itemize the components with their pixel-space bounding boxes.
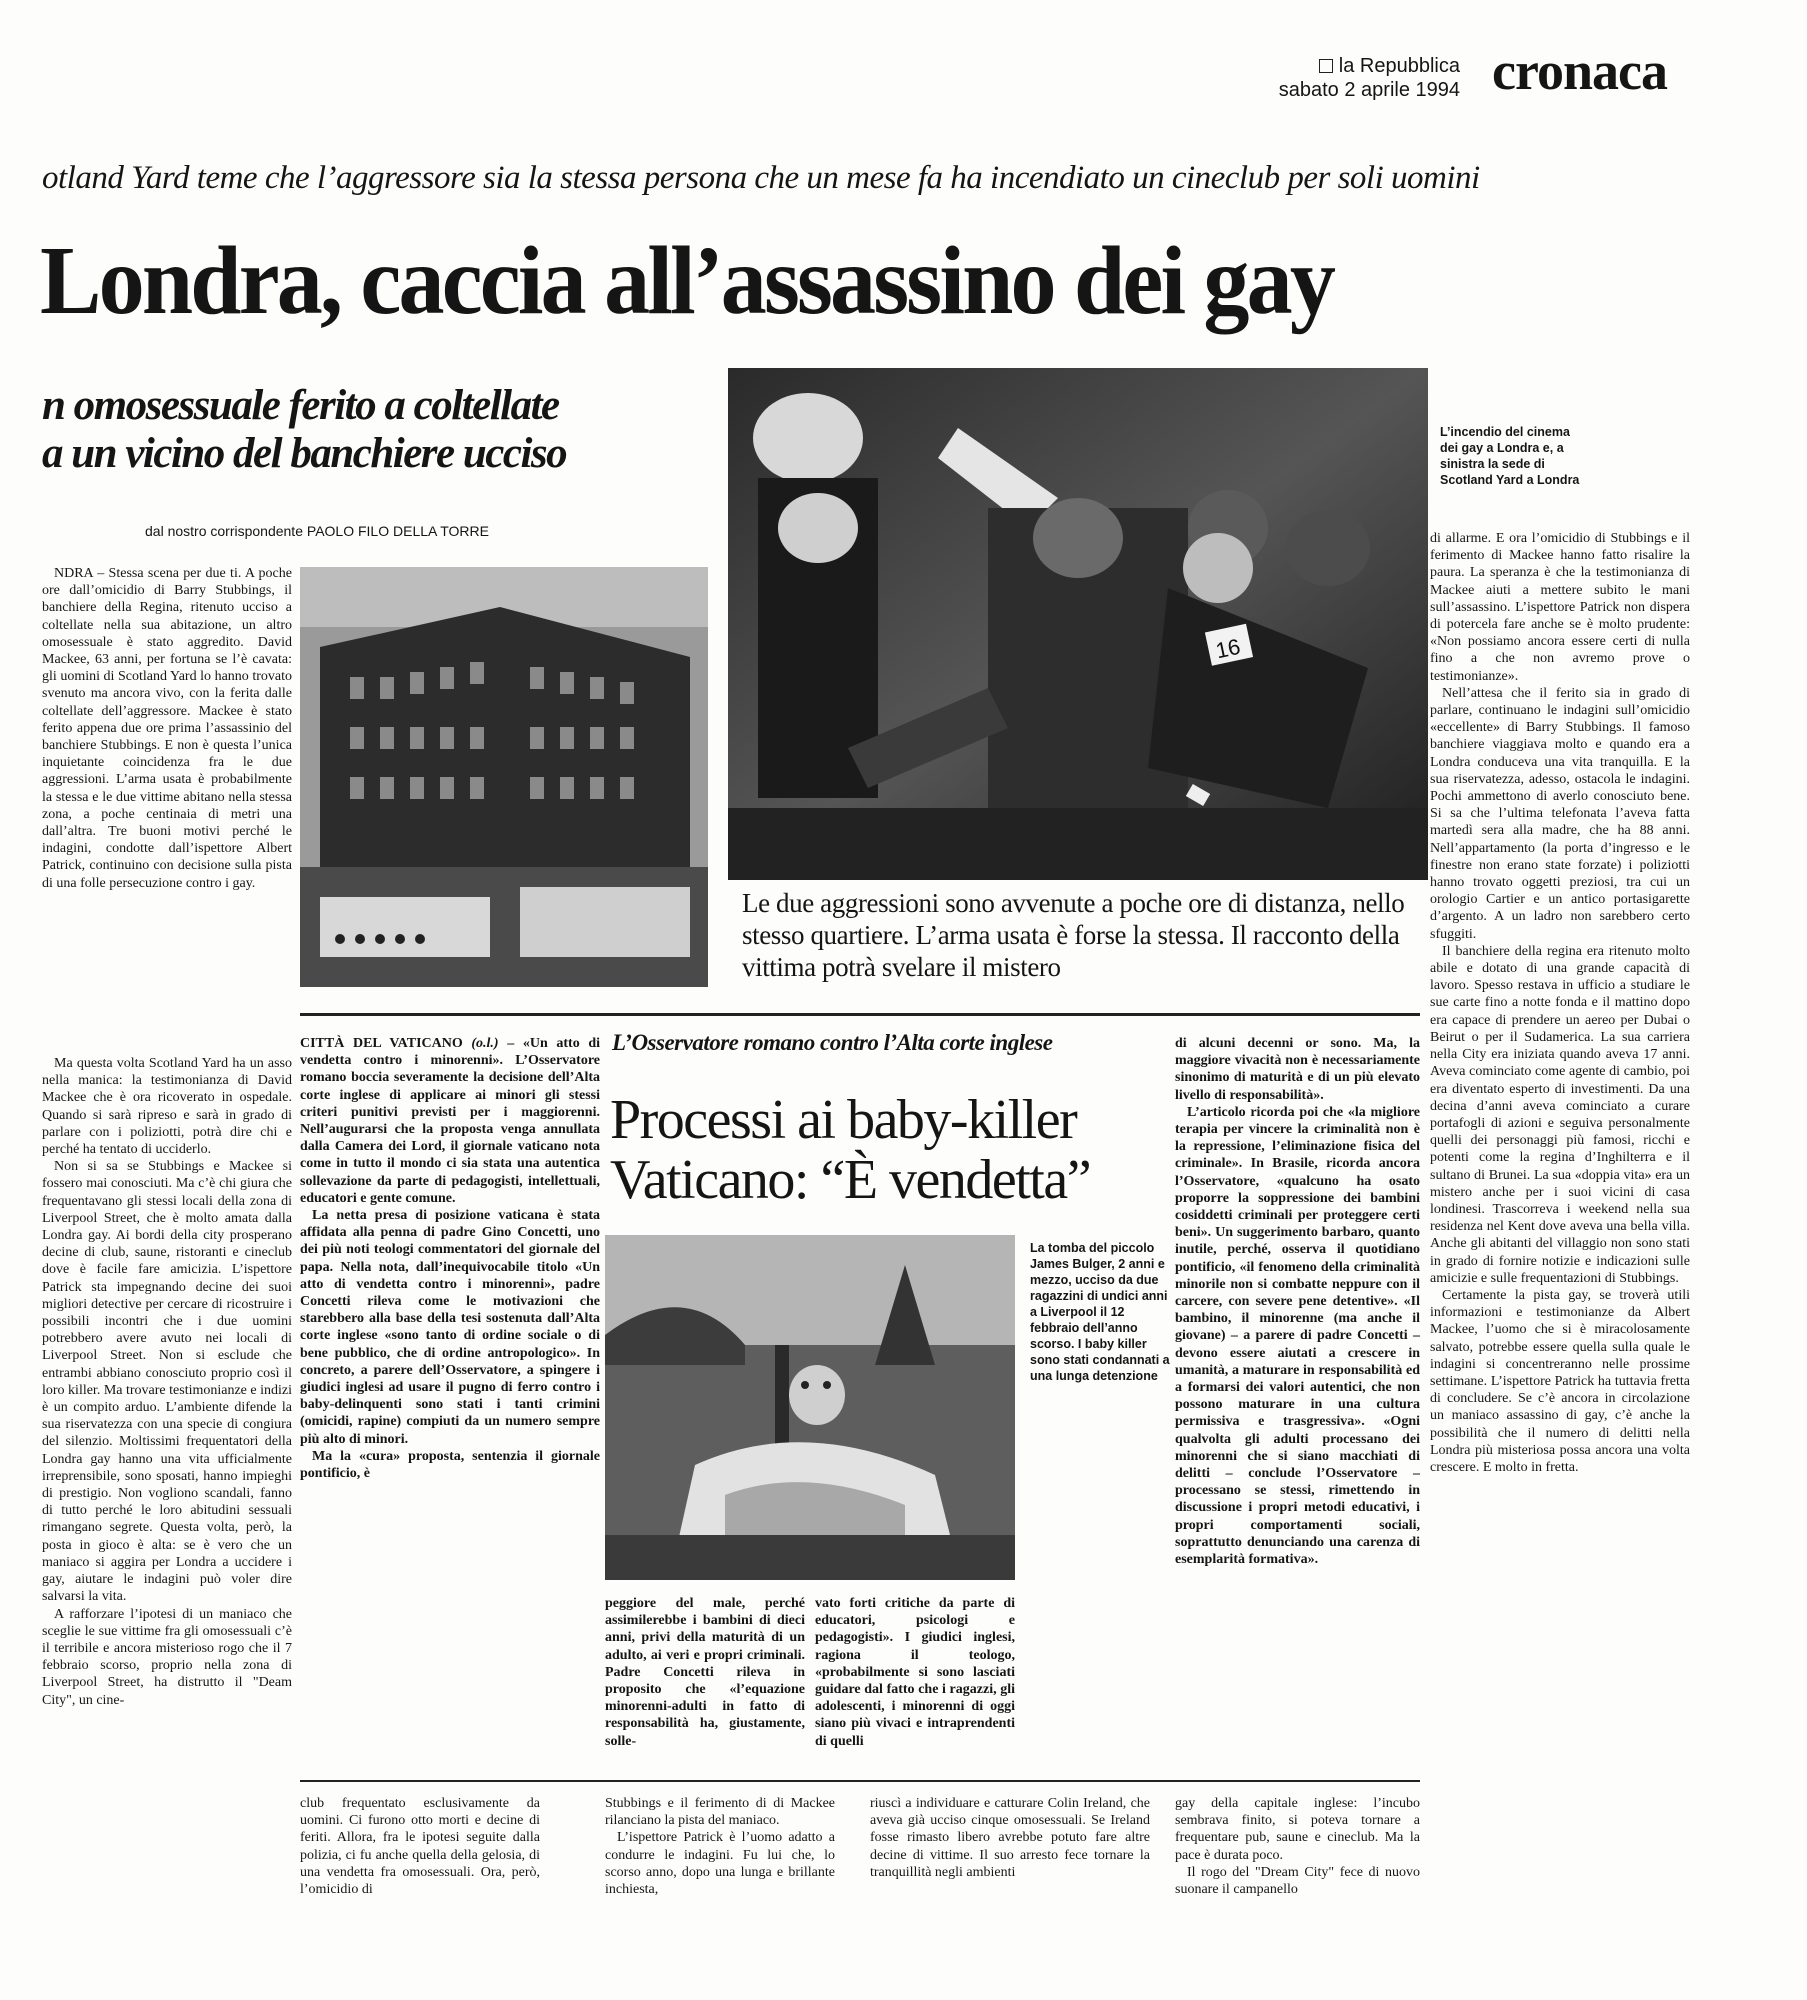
paragraph: Nell’attesa che il ferito sia in grado di parlare, continuano le indagini sull’omicidio «eccellente» di Barry Stubbings. Il famoso banchiere viaggiava molto e quando era a Londra conduceva una vita tranquilla. E la sua riservatezza, adesso, ostacola le indagini. Pochi ammettono di averlo conosciuto bene. Si sa che l’ultima telefonata l’aveva fatta martedì sera alla madre, che ha 88 anni. Nell’appartamento (la porta d’ingresso e le finestre non erano state forzate) i poliziotti hanno trovato oggetti preziosi, tra cui un orologio Cartier e un antico portasigarette d’argento. A un ladro non sarebbero certo sfuggiti. bbox=[1430, 685, 1690, 942]
paragraph: – «Un atto di vendetta contro i minorenni». L’Osservatore romano boccia severamente la decisione dell’Alta corte inglese di applicare ai minori gli stessi criteri punitivi previsti per i maggiorenni. Nell’augurarsi che la proposta venga annullata dalla Camera dei Lord, il giornale vaticano nota come in tutto il mondo ci sia stata una autentica sollevazione da parte di pedagogisti, intellettuali, educatori e gente comune. bbox=[300, 1036, 600, 1206]
paragraph: Stubbings e il ferimento di di Mackee rilanciano la pista del maniaco. bbox=[605, 1796, 835, 1829]
paragraph: di allarme. E ora l’omicidio di Stubbings e il ferimento di Mackee hanno fatto risalire la paura. La speranza è che la testimonianza di Mackee aiuti a mettere subito le mani sull’assassino. L’ispettore Patrick non dispera di potercela fare anche se è molto prudente: «Non possiamo ancora essere certi di nulla fino a che non avremo prove o testimonianze». bbox=[1430, 531, 1690, 684]
masthead-publication bbox=[1160, 54, 1460, 102]
paragraph: L’ispettore Patrick è l’uomo adatto a condurre le indagini. Fu lui che, lo scorso anno, dopo una lunga e brillante inchiesta, bbox=[605, 1830, 835, 1898]
headline-line: Processi ai baby-killer bbox=[610, 1089, 1077, 1151]
byline-name: PAOLO FILO DELLA TORRE bbox=[306, 523, 489, 539]
paragraph: Certamente la pista gay, se troverà utili informazioni e testimonianze da Albert Mackee, l’uomo che si è miracolosamente salvato, potrebbe essere quella sulla quale le indagini si concentreranno nelle prossime settimane. L’ispettore Patrick ha tuttavia fretta di concludere. Se c’è ancora in circolazione un maniaco assassino di gay, c’è anche la possibilità che il numero di delitti nella Londra più misteriosa possa ancora una volta crescere. E molto in fretta. bbox=[1430, 1287, 1690, 1475]
main-article-col-right bbox=[1430, 530, 1690, 1476]
paragraph: club frequentato esclusivamente da uomini. Ci furono otto morti e decine di feriti. Allora, fra le ipotesi seguite dalla polizia, ci fu anche quella della gelosia, di una vendetta fra omosessuali. Ora, però, l’omicidio di bbox=[300, 1796, 540, 1898]
paragraph: Il banchiere della regina era ritenuto molto abile e dotato di una grande capacità di lavoro. Spesso restava in ufficio a studiare le sue carte fino a notte fonda e il mattino dopo era capace di prendere un aereo per Dubai o Beirut o per il Sudamerica. La sua carriera nella City era iniziata quando aveva 17 anni. Aveva cominciato come agente di cambio, poi era diventato esperto di investimenti. Da una decina d’anni aveva cominciato a curare portafogli di azioni e seguiva personalmente quelli dei personaggi più famosi, ricchi e potenti come la regina d’Inghilterra e il sultano di Brunei. La sua «doppia vita» era un mistero anche per i suoi vicini di casa londinesi. Trascorreva i weekend nella sua residenza nel Kent dove aveva una bella villa. Anche gli abitanti del villaggio non sono stati in grado di fornire notizie e indicazioni sulle amicizie e sulle frequentazioni di Stubbings. bbox=[1430, 943, 1690, 1286]
photo-caption-large: Le due aggressioni sono avvenute a poche ore di distanza, nello stesso quartiere. L’arma usata è forse la stessa. Il racconto della vittima potrà svelare il mistero bbox=[742, 888, 1405, 982]
main-article-bottom-col4 bbox=[870, 1795, 1150, 1881]
headline-line: Vaticano: “È vendetta” bbox=[610, 1149, 1091, 1211]
kicker: otland Yard teme che l’aggressore sia la stessa persona che un mese fa ha incendiato un cineclub per soli uomini bbox=[42, 160, 1480, 196]
vatican-col3 bbox=[815, 1595, 1015, 1750]
main-article-bottom-col2 bbox=[300, 1795, 540, 1898]
photo-police-crowd bbox=[728, 368, 1428, 880]
publication-date: sabato 2 aprile 1994 bbox=[1278, 79, 1460, 101]
subhead-line: a un vicino del banchiere ucciso bbox=[42, 430, 567, 477]
paragraph: Ma la «cura» proposta, sentenzia il giornale pontificio, è bbox=[300, 1448, 600, 1482]
paragraph: peggiore del male, perché assimilerebbe i bambini di dieci anni, privi della maturità di un adulto, ai veri e propri criminali. Padre Concetti rileva in proposito che «l’equazione minorenni-adulti in fatto di responsabilità ha, giustamente, solle- bbox=[605, 1596, 805, 1749]
photo-number: 16 bbox=[1213, 633, 1243, 664]
paragraph: Non si sa se Stubbings e Mackee si fossero mai conosciuti. Ma c’è chi giura che frequentavano gli stessi locali della zona di Liverpool Street, che è molto amata dalla Londra gay. Ai bordi della city prosperano decine di club, saune, ristoranti e cineclub dove è facile fare amicizia. L’ispettore Patrick sta impegnando decine dei suoi migliori detective per cercare di ricostruire i possibili incontri che i due uomini potrebbero avere avuto nei locali di Liverpool Street. Non si esclude che entrambi abbiano conosciuto proprio così il loro killer. Ma trovare testimonianze e indizi è un compito arduo. L’ambiente difende la sua riservatezza con una specie di congiura del silenzio. Moltissimi frequentatori della Londra gay hanno una vita ufficialmente irreprensibile, sono sposati, hanno impieghi di prestigio. Non vogliono scandali, fanno di tutto perché le loro abitudini sessuali rimangano segrete. Questa volta, però, la posta in gioco è alta: se è vero che un maniaco si aggira per Londra a uccidere i gay, aiutare le indagini può voler dire salvarsi la vita. bbox=[42, 1159, 292, 1605]
paragraph: NDRA – Stessa scena per due ti. A poche ore dall’omicidio di Barry Stubbings, il banchiere della Regina, ritenuto ucciso a coltellate nella sua abitazione, un altro omosessuale è stato aggredito. David Mackee, 63 anni, per fortuna se l’è cavata: gli uomini di Scotland Yard lo hanno trovato svenuto ma ancora vivo, con la ferita dalle coltellate dell’aggressore. Mackee è stato ferito appena due ore prima l’assassinio del banchiere Stubbings. E non è questa l’unica inquietante coincidenza fra le due aggressioni. L’arma usata è probabilmente la stessa e le due vittime abitano nella stessa zona, a poche centinaia di metri una dall’altra. Tre buoni motivi perché le indagini, condotte dall’ispettore Albert Patrick, continuino con decisione sulla pista di una folle persecuzione contro i gay. bbox=[42, 566, 292, 891]
paragraph: gay della capitale inglese: l’incubo sembrava finito, si poteva tornare a frequentare pub, saune e cineclub. Ma la pace è durata poco. bbox=[1175, 1796, 1420, 1863]
paragraph: La netta presa di posizione vaticana è stata affidata alla penna di padre Gino Concetti, uno dei più noti teologi commentatori del giornale del papa. Nella nota, dall’inequivocabile titolo «Un atto di vendetta contro i minorenni», padre Concetti rileva come le motivazioni che starebbero alla base della tesi sostenuta dall’Alta corte inglese «sono tanto di ordine sociale o di bene pubblico, che di ordine antropologico». In concreto, a parere dell’Osservatore, a spingere i giudici inglesi ad usare il pugno di ferro contro i baby-delinquenti sono stati i tanti crimini (omicidi, rapine) compiuti da un numero sempre più alto di minori. bbox=[300, 1208, 600, 1447]
vatican-headline bbox=[610, 1090, 1090, 1210]
photo-grave bbox=[605, 1235, 1015, 1580]
paragraph: vato forti critiche da parte di educatori, psicologi e pedagogisti». I giudici inglesi, ragiona il teologo, «probabilmente si sono lasciati guidare dal fatto che i ragazzi, gli adolescenti, i minorenni di oggi siano più vivaci e intraprendenti di quelli bbox=[815, 1596, 1015, 1749]
vatican-kicker: L’Osservatore romano contro l’Alta corte inglese bbox=[612, 1030, 1053, 1055]
dateline-tag: (o.l.) bbox=[471, 1036, 499, 1051]
subhead-line: n omosessuale ferito a coltellate bbox=[42, 382, 559, 429]
dateline: CITTÀ DEL VATICANO bbox=[300, 1036, 463, 1051]
main-article-bottom-col5 bbox=[1175, 1795, 1420, 1898]
vatican-col4 bbox=[1175, 1035, 1420, 1568]
paragraph: Il rogo del "Dream City" fece di nuovo suonare il campanello bbox=[1175, 1864, 1420, 1898]
photo-grave-image bbox=[605, 1235, 1015, 1580]
paragraph: Ma questa volta Scotland Yard ha un asso nella manica: la testimonianza di David Mackee che è ora ricoverato in ospedale. Quando si sarà ripreso e sarà in grado di parlare con i poliziotti, potrà dire chi e perché ha tentato di ucciderlo. bbox=[42, 1056, 292, 1158]
checkbox-square-icon bbox=[1319, 59, 1333, 73]
photo-scotland-yard-image bbox=[300, 567, 708, 987]
photo-police-crowd-image bbox=[728, 368, 1428, 880]
subhead bbox=[42, 382, 566, 478]
main-article-col1 bbox=[42, 1055, 292, 1709]
main-article-bottom-col3 bbox=[605, 1795, 835, 1898]
headline: Londra, caccia all’assassino dei gay bbox=[40, 227, 1334, 335]
main-article-col1-top bbox=[42, 565, 292, 892]
publication-name: la Repubblica bbox=[1338, 55, 1460, 77]
paragraph: riuscì a individuare e catturare Colin Ireland, che aveva già ucciso cinque omosessuali. Se Ireland fosse rimasto libero avrebbe potuto fare altre decine di vittime. Il suo arresto fece tornare la tranquillità negli ambienti bbox=[870, 1796, 1150, 1880]
paragraph: A rafforzare l’ipotesi di un maniaco che sceglie le sue vittime fra gli omosessuali c’è il terribile e ancora misterioso rogo che il 7 febbraio scorso, proprio nella zona di Liverpool Street, ha distrutto il "Deam City", un cine- bbox=[42, 1606, 292, 1708]
photo-caption-small: L’incendio del cinema dei gay a Londra e, a sinistra la sede di Scotland Yard a Londra bbox=[1440, 425, 1580, 487]
paragraph: di alcuni decenni or sono. Ma, la maggiore vivacità non è necessariamente sinonimo di maturità e di un più elevato livello di responsabilità». bbox=[1175, 1036, 1420, 1103]
paragraph: L’articolo ricorda poi che «la migliore terapia per vincere la criminalità non è la repressione, l’eliminazione fisica del criminale». In Brasile, ricorda ancora l’Osservatore, «qualcuno ha osato proporre la soppressione dei bambini cosiddetti criminali per proteggere certi beni». Un suggerimento barbaro, quanto inutile, perché, osserva il quotidiano pontificio, «il fenomeno della criminalità minorile non si combatte neppure con il carcere, con severe pene detentive». «Il bambino, il minorenne (ma anche il giovane) – a parere di padre Concetti – devono essere aiutati a crescere in umanità, a maturare in responsabilità ed a formarsi dei valori autentici, che non possono maturare in una cultura permissiva e trasgressiva». «Ogni qualvolta gli adulti processano dei minorenni che si siano macchiati di delitti – conclude l’Osservatore – processano se stessi, rimettendo in discussione i propri metodi educativi, i propri comportamenti sociali, soprattutto denunciando una carenza di esemplarità formativa». bbox=[1175, 1104, 1420, 1568]
box-bottom-rule bbox=[300, 1780, 1420, 1782]
byline bbox=[145, 523, 489, 539]
photo-scotland-yard bbox=[300, 567, 708, 987]
vatican-photo-caption: La tomba del piccolo James Bulger, 2 anni e mezzo, ucciso da due ragazzini di undici anni a Liverpool il 12 febbraio dell’anno scorso. I baby killer sono stati condannati a una lunga detenzione bbox=[1030, 1241, 1170, 1383]
byline-prefix: dal nostro corrispondente bbox=[145, 523, 303, 539]
vatican-col2 bbox=[605, 1595, 805, 1750]
section-title: cronaca bbox=[1492, 41, 1667, 101]
box-top-rule bbox=[300, 1013, 1420, 1016]
vatican-col1 bbox=[300, 1035, 600, 1482]
